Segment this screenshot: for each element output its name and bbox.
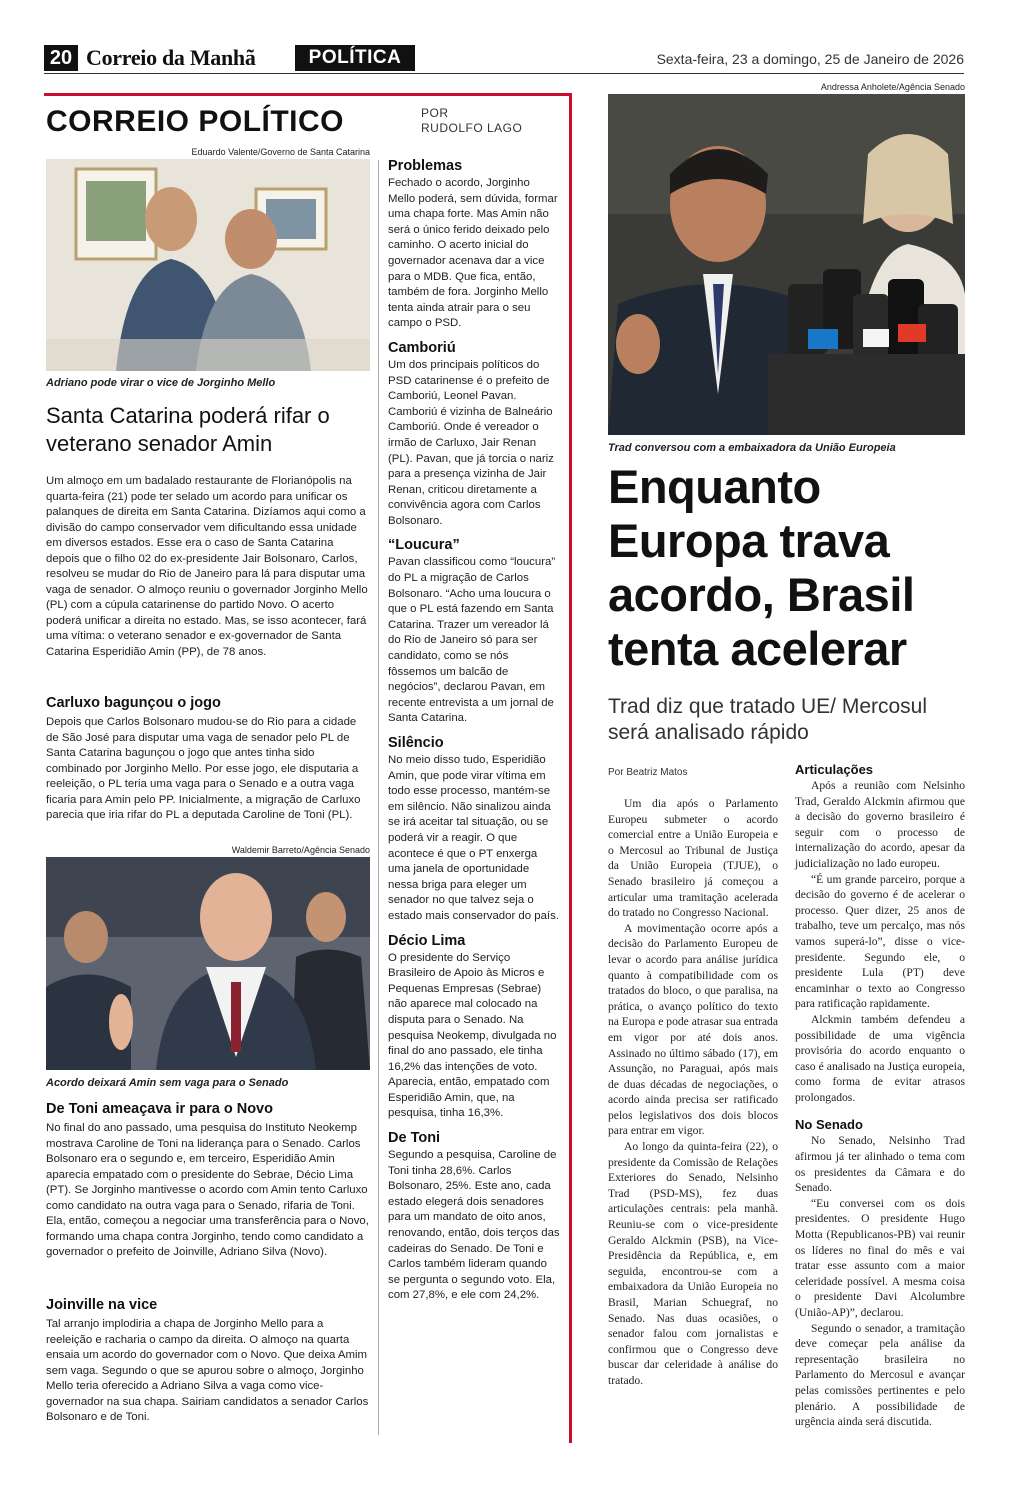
article-column-2 [795, 762, 965, 1430]
subhead-de-toni: De Toni ameaçava ir para o Novo [46, 1101, 273, 1117]
note-text: O presidente do Serviço Brasileiro de Apoio às Micros e Pequenas Empresas (Sebrae) não aparece mal colocado na disputa para o Senado. Na pesquisa Neokemp, divulgada no final do ano passado, ele tinha 16,2% das intenções de voto. Aparecia, então, empatado com Esperidião Amin, que, na pesquisa, tinha 16,3%. [388, 951, 557, 1120]
column-box-right-border [569, 93, 572, 1443]
column-divider [378, 160, 379, 1435]
note-title: Silêncio [388, 735, 444, 751]
photo-jorginho-adriano-image [46, 159, 370, 371]
photo-amin-senado-image [46, 857, 370, 1070]
article-paragraph: Segundo o senador, a tramitação deve começar pela análise da representação brasileira no Parlamento do Mercosul e avançar pelas comissões pertinentes e pelo plenário. A possibilidade de urgência ainda será discutida. [795, 1321, 965, 1429]
photo-credit: Andressa Anholete/Agência Senado [820, 82, 965, 92]
note-title: De Toni [388, 1130, 441, 1147]
note-loucura [388, 536, 560, 727]
column-headline: Santa Catarina poderá rifar o veterano senador Amin [46, 403, 330, 456]
section-label: POLÍTICA [295, 45, 415, 71]
issue-date: Sexta-feira, 23 a domingo, 25 de Janeiro de 2026 [656, 51, 964, 67]
article-paragraph: No Senado, Nelsinho Trad afirmou já ter alinhado o tema com os presidentes da Câmara e do Senado. [795, 1134, 965, 1195]
note-title: Camboriú [388, 339, 456, 356]
subhead-joinville: Joinville na vice [46, 1297, 158, 1313]
page-number: 20 [44, 45, 78, 71]
note-text: Segundo a pesquisa, Caroline de Toni tinha 28,6%. Carlos Bolsonaro, 25%. Este ano, cada estado elegerá dois senadores para um mandato de oito anos, renovando, então, dois terços das cadeiras do Senado. De Toni e Carlos também lideram quando se pergunta o segundo voto. Ela, com 27,8%, e ele com 24,2%. [388, 1149, 560, 1302]
photo-jorginho-adriano [46, 159, 370, 371]
photo-trad-press [608, 94, 965, 435]
photo-trad-press-image [608, 94, 965, 435]
subhead-no-senado: No Senado [795, 1117, 863, 1133]
article-paragraph: Ao longo da quinta-feira (22), o presidente da Comissão de Relações Exteriores do Senado, Nelsinho Trad (PSD-MS), fez duas articulações centrais: pela manhã. Reuniu-se com o vice-presidente Geraldo Alckmin (PSB), na Vice-Presidência da República, e, em seguida, encontrou-se com a embaixadora da União Europeia no Brasil, Marian Schuegraf, no Senado. Nas duas ocasiões, o senador falou com jornalistas e confirmou que o Congresso deve buscar dar celeridade à análise do tratado. [608, 1140, 778, 1387]
note-title: Décio Lima [388, 932, 466, 949]
article-paragraph: “Eu conversei com os dois presidentes. O presidente Hugo Motta (Republicanos-PB) vai reunir os líderes no final do mês e vai tratar esse assunto com a maior celeridade possível. A mesma coisa o presidente Davi Alcolumbre (União-AP)”, declarou. [795, 1196, 965, 1319]
main-deck: Trad diz que tratado UE/ Mercosul será analisado rápido [608, 695, 928, 744]
photo-caption: Trad conversou com a embaixadora da União Europeia [608, 442, 896, 454]
subhead-carluxo: Carluxo bagunçou o jogo [46, 695, 221, 711]
column-title: CORREIO POLÍTICO [46, 105, 345, 138]
note-title: “Loucura” [388, 537, 460, 554]
article-paragraph: Alckmin também defendeu a possibilidade de uma vigência provisória do acordo enquanto o caso é analisado na Justiça europeia, como forma de evitar atrasos prolongados. [795, 1012, 965, 1104]
main-headline: Enquanto Europa trava acordo, Brasil tenta acelerar [608, 460, 915, 675]
note-text: No meio disso tudo, Esperidião Amin, que pode virar vítima em todo esse processo, mantém-se em silêncio. Não sinalizou ainda se irá aceitar tal situação, ou se poderá vir a reagir. O que acontece é que o PT enxerga uma janela de oportunidade nessa briga para eleger um senador no que talvez seja o estado mais conservador do país. [388, 754, 559, 922]
photo-amin-senado [46, 857, 370, 1070]
note-silencio [388, 734, 560, 925]
column-box-top-border [44, 93, 572, 96]
photo-caption: Acordo deixará Amin sem vaga para o Senado [46, 1077, 289, 1089]
article-paragraph: Um dia após o Parlamento Europeu submeter o acordo comercial entre a União Europeia e o Mercosul ao Tribunal de Justiça da União Europeia (TJUE), o Senado brasileiro já começou a articular uma tramitação acelerada do tratado no Congresso Nacional. [608, 797, 778, 920]
note-text: Fechado o acordo, Jorginho Mello poderá, sem dúvida, formar uma chapa forte. Mas Amin não será o único ferido deixado pelo caminho. O acerto inicial do governador acenava dar a vice para o MDB. Que fica, então, também de fora. Jorginho Mello tenta ainda atrair para o seu campo o PSD. [388, 177, 558, 330]
article-paragraph: “É um grande parceiro, porque a decisão do governo é de acelerar o processo. Quer dizer, 25 anos de trabalho, teve um percalço, mas nós vamos superá-lo”, disse o vice-presidente. Segundo ele, o presidente Lula (PT) deve encaminhar o texto ao Congresso para ratificação rapidamente. [795, 872, 965, 1011]
note-title: Problemas [388, 158, 463, 174]
article-paragraph: Após a reunião com Nelsinho Trad, Geraldo Alckmin afirmou que a decisão do governo brasileiro é seguir com o processo de internalização do acordo, apesar da judicialização no lado europeu. [795, 779, 965, 870]
note-de-toni [388, 1129, 560, 1304]
subhead-articulacoes: Articulações [795, 762, 874, 777]
note-text: Pavan classificou como “loucura” do PL a migração de Carlos Bolsonaro. “Acho uma loucura o que o PL está fazendo em Santa Catarina. Trazer um vereador lá do Rio de Janeiro só para ser candidato, como se nós fôssemos um balcão de negócios”, declarou Pavan, em recente entrevista a um jornal de Santa Catarina. [388, 556, 556, 725]
masthead-rule [44, 73, 964, 74]
text-joinville: Tal arranjo implodiria a chapa de Jorginho Mello para a reeleição e racharia o campo da direita. O almoço na quarta ensaia um acordo do governador com o Novo. Que deixa Amim sem vaga. Segundo o que se apurou sobre o almoço, Jorginho Mello teria oferecido a Adriano Silva a vaga como vice-governador na sua chapa. Sairiam candidatos a senador Carlos Bolsonaro e de Toni. [46, 1318, 369, 1423]
column-byline [421, 106, 522, 136]
article-paragraph: A movimentação ocorre após a decisão do Parlamento Europeu de levar o acordo para análise jurídica quanto à compatibilidade com os tratados do bloco, o que paralisa, na prática, o avanço político do texto na Europa e pode atrasar sua entrada em vigor por até dois anos. Assinado no último sábado (17), em Assunção, no Paraguai, após mais de duas décadas de negociações, o acordo ainda precisa ser ratificado pelos legislativos dos dois blocos para entrar em vigor. [608, 921, 778, 1138]
photo-caption: Adriano pode virar o vice de Jorginho Mello [46, 377, 276, 389]
newspaper-name: Correio da Manhã [86, 45, 256, 70]
note-camboriu [388, 339, 560, 530]
note-text: Um dos principais políticos do PSD catarinense é o prefeito de Camboriú, Leonel Pavan. Camboriú é vizinha de Balneário Camboriú. Onde é vereador o irmão de Carluxo, Jair Renan (PL). Pavan, que já torcia o nariz para a presença vizinha de Jair Renan, criticou diretamente a convivência agora com Carlos Bolsonaro. [388, 358, 554, 527]
photo-credit: Waldemir Barreto/Agência Senado [231, 845, 370, 855]
photo-credit: Eduardo Valente/Governo de Santa Catarina [191, 147, 370, 157]
text-carluxo: Depois que Carlos Bolsonaro mudou-se do Rio para a cidade de São José para disputar uma vaga de senador pelo PL de Santa Catarina bagunçou o jogo que antes tinha sido combinado por Jorginho Mello. Por esse jogo, ele disputaria a reeleição, o PL teria uma vaga para o Senado e a outra vaga ficaria para Amin pelo PP. Inicialmente, a migração de Carluxo parecia que iria rifar do PL a deputada Caroline de Toni (PL). [46, 716, 361, 821]
main-byline: Por Beatriz Matos [608, 767, 688, 778]
byline-por: POR [421, 106, 449, 120]
text-de-toni: No final do ano passado, uma pesquisa do Instituto Neokemp mostrava Caroline de Toni na liderança para o Senado. Carlos Bolsonaro era o segundo e, em terceiro, Esperidião Amin aparecia empatado com o presidente do Sebrae, Décio Lima (PT). Se Jorginho mantivesse o acordo com Amin tento Carluxo como candidato na outra vaga para o Senado, rifaria de Toni. Ela, então, começou a negociar uma transferência para o Novo, formando uma chapa contra Jorginho, tendo como candidato a governador o prefeito de Joinville, Adriano Silva (Novo). [46, 1122, 369, 1258]
column-notes [388, 150, 560, 1304]
byline-author: RUDOLFO LAGO [421, 121, 523, 135]
note-problemas [388, 157, 560, 332]
note-decio-lima [388, 932, 560, 1123]
article-column-1 [608, 796, 778, 1389]
column-lead: Um almoço em um badalado restaurante de Florianópolis na quarta-feira (21) pode ter selado um acordo para unificar os palanques de direita em Santa Catarina. Dizíamos aqui como a divisão do campo conservador vem dificultando essa unidade em diversos estados. Esse era o caso de Santa Catarina depois que o filho 02 do ex-presidente Jair Bolsonaro, Carlos, resolveu se mudar do Rio de Janeiro para lá para disputar uma vaga de senador. O almoço reuniu o governador Jorginho Mello (PL) com a cúpula catarinense do partido Novo. O acerto poderá unificar a direita no estado. Mas, se isso acontecer, fará uma vítima: o veterano senador e ex-governador de Santa Catarina Esperidião Amin (PP), de 78 anos. [46, 475, 368, 658]
